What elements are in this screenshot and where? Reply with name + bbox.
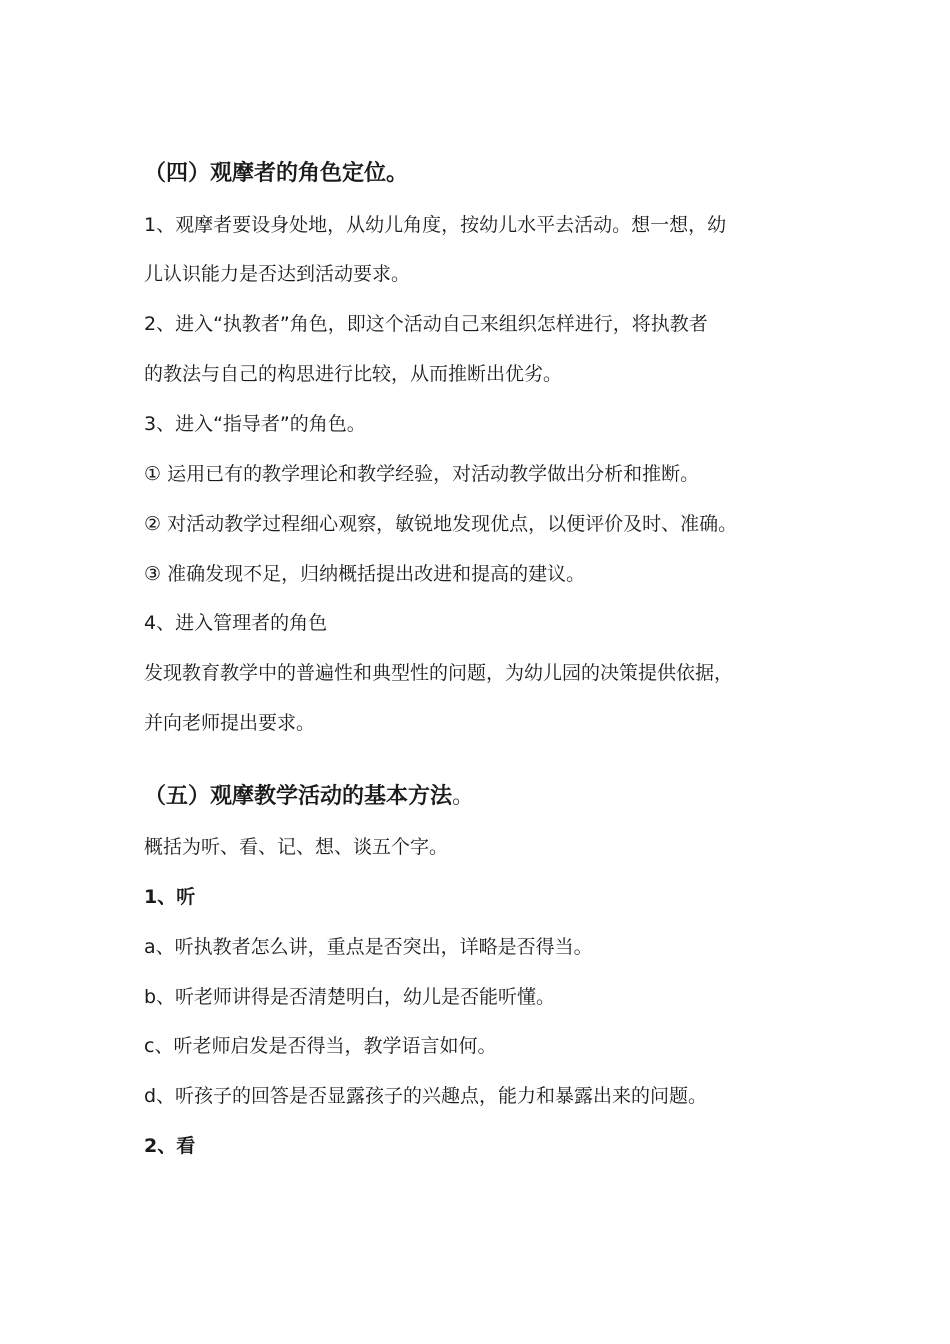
- section-5-heading: [144, 784, 824, 810]
- paragraph-4: 4、进入管理者的角色: [144, 612, 328, 634]
- paragraph-5-line-1: 发现教育教学中的普遍性和典型性的问题，为幼儿园的决策提供依据，: [144, 662, 734, 684]
- paragraph-1-line-2: 儿认识能力是否达到活动要求。: [144, 263, 411, 285]
- paragraph-1-line-1: 1、观摩者要设身处地，从幼儿角度，按幼儿水平去活动。想一想，幼: [144, 214, 727, 236]
- section-5-intro: 概括为听、看、记、想、谈五个字。: [144, 836, 449, 858]
- circled-item-2: ② 对活动教学过程细心观察，敏锐地发现优点，以便评价及时、准确。: [144, 513, 738, 535]
- section-4-heading: （四）观摩者的角色定位。: [144, 161, 409, 186]
- listen-title: 1、听: [144, 886, 196, 908]
- look-title: 2、看: [144, 1135, 196, 1157]
- paragraph-5-line-2: 并向老师提出要求。: [144, 712, 316, 734]
- listen-item-a: a、听执教者怎么讲，重点是否突出，详略是否得当。: [144, 936, 593, 958]
- paragraph-3: 3、进入“指导者”的角色。: [144, 413, 366, 435]
- listen-item-b: b、听老师讲得是否清楚明白，幼儿是否能听懂。: [144, 986, 556, 1008]
- section-5-heading-period: 。: [452, 784, 475, 809]
- circled-item-3: ③ 准确发现不足，归纳概括提出改进和提高的建议。: [144, 563, 586, 585]
- circled-item-1: ① 运用已有的教学理论和教学经验，对活动教学做出分析和推断。: [144, 463, 700, 485]
- listen-item-c: c、听老师启发是否得当，教学语言如何。: [144, 1035, 497, 1057]
- paragraph-2-line-2: 的教法与自己的构思进行比较，从而推断出优劣。: [144, 363, 563, 385]
- section-5-heading-text: （五）观摩教学活动的基本方法: [144, 784, 453, 809]
- listen-item-d: d、听孩子的回答是否显露孩子的兴趣点，能力和暴露出来的问题。: [144, 1085, 708, 1107]
- paragraph-2-line-1: 2、进入“执教者”角色，即这个活动自己来组织怎样进行，将执教者: [144, 313, 708, 335]
